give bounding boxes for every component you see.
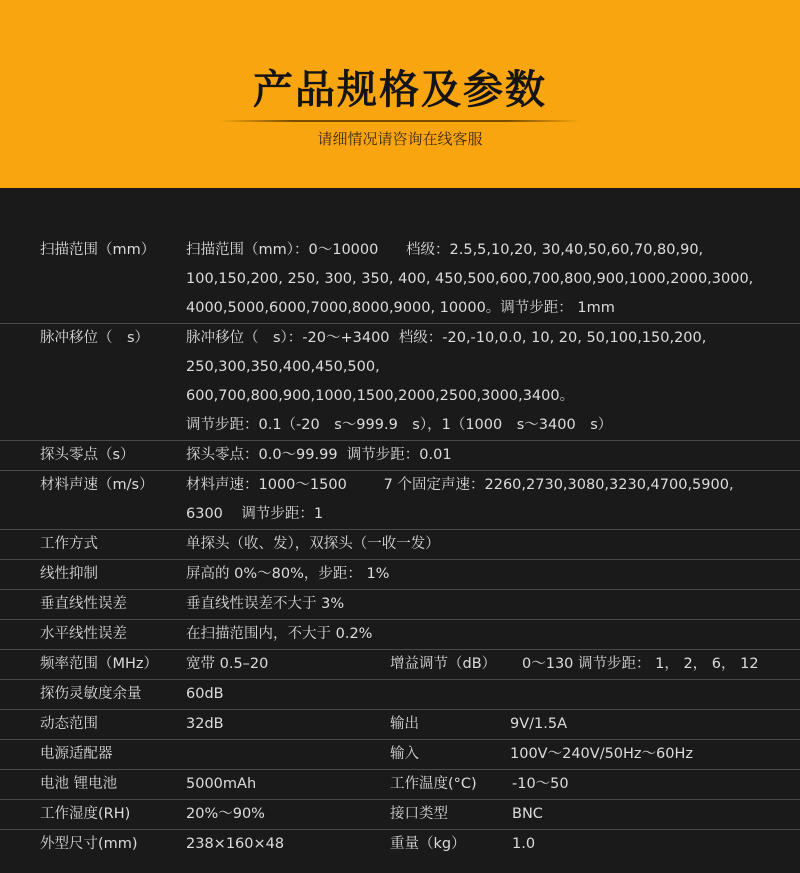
spec-label: 工作方式 xyxy=(40,536,98,552)
spec-value-2: 100V～240V/50Hz～60Hz xyxy=(510,746,694,762)
spec-value: 宽带 0.5–20 xyxy=(186,656,269,672)
spec-label-2: 输入 xyxy=(390,746,419,762)
spec-value: 5000mAh xyxy=(186,776,257,792)
spec-label: 水平线性误差 xyxy=(40,626,127,642)
spec-value-2: 1.0 xyxy=(512,836,536,852)
spec-label: 工作湿度(RH) xyxy=(40,806,131,822)
spec-label-2: 输出 xyxy=(390,716,419,732)
spec-row-power-adapter xyxy=(0,740,800,770)
spec-row-work-mode xyxy=(0,530,800,560)
spec-value-2: 9V/1.5A xyxy=(510,716,568,732)
spec-table xyxy=(0,236,800,859)
spec-value xyxy=(186,740,800,769)
spec-value: 32dB xyxy=(186,716,224,732)
spec-row-sensitivity xyxy=(0,680,800,710)
spec-value: 60dB xyxy=(186,686,224,702)
spec-row-sound-speed xyxy=(0,471,800,530)
spec-label: 频率范围（MHz） xyxy=(40,656,159,672)
spec-label: 材料声速（m/s） xyxy=(40,477,154,493)
spec-value-2: -10～50 xyxy=(512,776,569,792)
title-divider xyxy=(220,120,580,122)
spec-label: 垂直线性误差 xyxy=(40,596,127,612)
header-banner xyxy=(0,0,800,188)
spec-row-horizontal-error xyxy=(0,620,800,650)
spec-row-pulse-shift xyxy=(0,324,800,441)
spec-value-2: 0～130 调节步距： 1， 2， 6， 12 xyxy=(522,656,759,672)
spec-value: 在扫描范围内，不大于 0.2% xyxy=(186,626,373,642)
spec-row-dynamic-range xyxy=(0,710,800,740)
spec-row-battery xyxy=(0,770,800,800)
spec-label-2: 接口类型 xyxy=(390,806,448,822)
spec-row-probe-zero xyxy=(0,441,800,471)
spec-row-dimensions xyxy=(0,830,800,859)
spec-row-vertical-error xyxy=(0,590,800,620)
page-title: 产品规格及参数 xyxy=(253,67,547,113)
spec-label: 电池 锂电池 xyxy=(40,776,118,792)
spec-value: 238×160×48 xyxy=(186,836,285,852)
spec-value-2: BNC xyxy=(512,806,543,822)
spec-label-2: 增益调节（dB） xyxy=(390,656,497,672)
spec-row-frequency xyxy=(0,650,800,680)
spec-label: 动态范围 xyxy=(40,716,98,732)
spec-value: 单探头（收、发），双探头（一收一发） xyxy=(186,536,440,552)
spec-row-linear-suppression xyxy=(0,560,800,590)
spec-value: 20%～90% xyxy=(186,806,265,822)
spec-label: 外型尺寸(mm) xyxy=(40,836,138,852)
spec-value: 脉冲移位（ s）：-20～+3400 档级：-20,-10,0.0, 10, 20, 50,100,150,200, 250,300,350,400,450,500, 600,700,800,900,1000,1500,2000,2500,3000,3400。 调节步距：0.1（-20 s～999.9 s），1（1000 s～3400 s） xyxy=(186,330,707,433)
spec-label: 扫描范围（mm） xyxy=(40,242,156,258)
spec-label-2: 重量（kg） xyxy=(390,836,466,852)
page-subtitle: 请细情况请咨询在线客服 xyxy=(317,130,483,148)
spec-row-scan-range xyxy=(0,236,800,324)
spec-value: 垂直线性误差不大于 3% xyxy=(186,596,345,612)
spec-label: 探头零点（s） xyxy=(40,447,135,463)
spec-value: 屏高的 0%～80%，步距： 1% xyxy=(186,566,390,582)
spec-label: 脉冲移位（ s） xyxy=(40,330,150,346)
spec-row-humidity xyxy=(0,800,800,830)
spec-label-2: 工作温度(°C) xyxy=(390,776,477,792)
spec-value: 扫描范围（mm）：0～10000 档级：2.5,5,10,20, 30,40,50,60,70,80,90, 100,150,200, 250, 300, 350, 400, 450,500,600,700,800,900,1000,2000,3000, 4000,5000,6000,7000,8000,9000, 10000。调节步距： 1mm xyxy=(186,242,754,316)
spec-label: 探伤灵敏度余量 xyxy=(40,686,142,702)
spec-value: 材料声速：1000～1500 7 个固定声速：2260,2730,3080,3230,4700,5900, 6300 调节步距：1 xyxy=(186,477,734,522)
spec-value: 探头零点：0.0～99.99 调节步距：0.01 xyxy=(186,447,452,463)
spec-label: 线性抑制 xyxy=(40,566,98,582)
spec-label: 电源适配器 xyxy=(40,746,113,762)
